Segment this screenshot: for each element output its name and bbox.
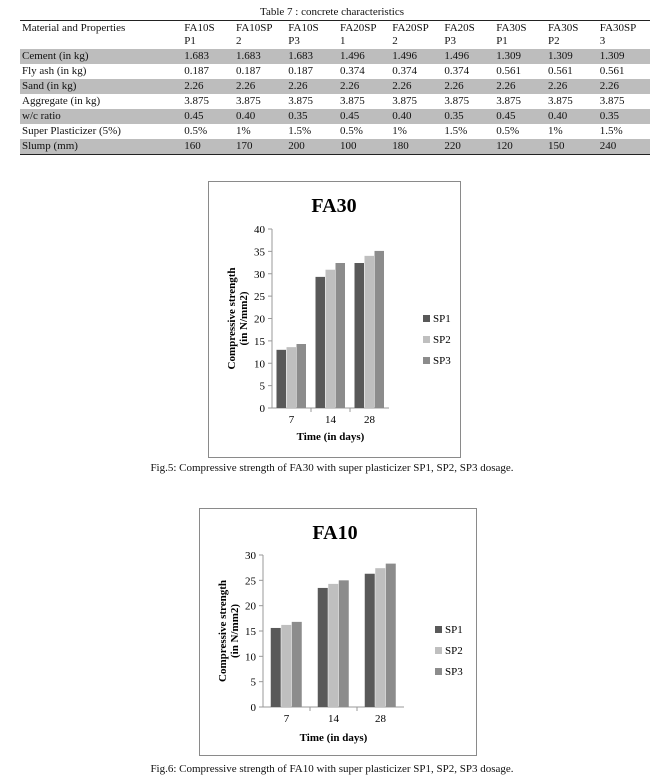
table-cell: 0.374 — [444, 65, 470, 77]
table-cell: 0.45 — [184, 110, 204, 122]
bar-sp3-day-28 — [375, 251, 385, 408]
y-tick-label: 0 — [250, 702, 256, 714]
y-axis-title-line: (in N/mm2) — [229, 603, 241, 659]
table-cell: 1.496 — [392, 50, 417, 62]
table-cell: 1.309 — [599, 50, 625, 62]
table-cell: 0.5% — [340, 125, 363, 137]
bar-sp1-day-7 — [271, 628, 281, 707]
table-cell: 2.26 — [184, 80, 204, 92]
table-cell: 1.5% — [599, 125, 623, 137]
bar-sp1-day-14 — [318, 588, 328, 707]
table-cell: 120 — [496, 140, 513, 152]
table-cell: 3.875 — [288, 95, 313, 107]
table-cell: 0.374 — [392, 65, 417, 77]
table-cell: 0.40 — [547, 110, 568, 122]
legend-swatch-sp1 — [423, 315, 430, 322]
table-cell: 0.561 — [599, 65, 625, 77]
y-tick-label: 35 — [254, 246, 265, 259]
x-tick-label: 7 — [288, 414, 295, 426]
header-cell: FA20S P3 — [444, 22, 475, 47]
row-label: Super Plasticizer (5%) — [22, 125, 121, 137]
y-tick-label: 0 — [259, 403, 265, 415]
table-row — [20, 64, 650, 79]
y-axis-title — [226, 268, 250, 370]
table-cell: 2.26 — [444, 80, 464, 92]
y-axis-title-line: Compressive strength — [226, 267, 238, 370]
fig6-chart-frame — [199, 508, 477, 756]
y-tick-label: 20 — [245, 600, 256, 613]
bar-sp3-day-28 — [386, 564, 396, 707]
y-tick-label: 5 — [250, 676, 256, 689]
bar-sp2-day-7 — [281, 625, 291, 707]
bar-sp2-day-7 — [287, 347, 297, 408]
table-cell: 3.875 — [236, 95, 261, 107]
table-cell: 170 — [236, 140, 253, 152]
y-tick-label: 25 — [254, 291, 265, 304]
bar-sp2-day-28 — [375, 568, 385, 707]
legend-label-sp3: SP3 — [445, 666, 463, 678]
bar-sp1-day-7 — [277, 350, 287, 408]
bar-sp2-day-14 — [326, 270, 336, 408]
fa10-bar-chart — [200, 509, 476, 755]
header-cell: FA10S P1 — [184, 22, 215, 47]
table-cell: 200 — [288, 140, 305, 152]
table-cell: 0.35 — [599, 110, 620, 122]
table-cell: 3.875 — [444, 95, 470, 107]
table-cell: 150 — [547, 140, 565, 152]
header-cell: FA30SP 3 — [599, 22, 637, 47]
y-tick-label: 20 — [254, 313, 265, 326]
fig5-caption: Fig.5: Compressive strength of FA30 with super plasticizer SP1, SP2, SP3 dosage. — [150, 462, 514, 474]
table-row — [20, 109, 650, 124]
legend-label-sp2: SP2 — [445, 645, 463, 657]
table-cell: 3.875 — [599, 95, 625, 107]
row-label: Slump (mm) — [22, 140, 78, 152]
table-cell: 2.26 — [236, 80, 256, 92]
table-cell: 1.5% — [444, 125, 468, 137]
table-cell: 0.187 — [236, 65, 261, 77]
table-row — [20, 79, 650, 94]
bar-sp2-day-14 — [328, 584, 338, 707]
table-cell: 3.875 — [392, 95, 417, 107]
table-cell: 0.45 — [496, 110, 516, 122]
table-cell: 2.26 — [340, 80, 360, 92]
table-cell: 0.45 — [340, 110, 360, 122]
table-cell: 1% — [547, 125, 563, 137]
x-tick-label: 14 — [328, 713, 339, 725]
x-axis-title: Time (in days) — [296, 431, 365, 443]
bar-sp3-day-7 — [292, 622, 302, 707]
table-cell: 100 — [340, 140, 357, 152]
table-cell: 2.26 — [496, 80, 516, 92]
table-cell: 0.5% — [184, 125, 208, 137]
y-tick-label: 30 — [245, 550, 256, 562]
chart-title: FA30 — [311, 195, 357, 217]
header-cell: FA10S P3 — [288, 22, 319, 47]
y-tick-label: 5 — [259, 380, 265, 393]
y-axis-title-line: (in N/mm2) — [238, 291, 250, 346]
table-cell: 240 — [599, 140, 617, 152]
table-row — [20, 49, 650, 64]
table-cell: 3.875 — [496, 95, 521, 107]
table-row — [20, 124, 650, 139]
fig5-chart-frame — [208, 181, 461, 458]
header-cell: FA10SP 2 — [236, 22, 273, 47]
header-cell: FA20SP 1 — [340, 22, 377, 47]
bar-sp1-day-14 — [316, 277, 326, 408]
table-cell: 1.309 — [496, 50, 521, 62]
table-cell: 1.683 — [236, 50, 261, 62]
table-cell: 1.309 — [547, 50, 573, 62]
y-axis-title-line: Compressive strength — [217, 580, 229, 682]
bar-sp3-day-14 — [336, 263, 346, 408]
fa30-bar-chart — [209, 182, 460, 457]
bar-sp1-day-28 — [355, 263, 365, 408]
table-cell: 0.35 — [444, 110, 464, 122]
legend-swatch-sp1 — [435, 626, 442, 633]
table-cell: 1.496 — [444, 50, 470, 62]
table-cell: 0.561 — [547, 65, 573, 77]
row-label: w/c ratio — [22, 110, 61, 122]
x-tick-label: 28 — [375, 713, 386, 725]
table-header-row — [20, 21, 650, 50]
table-cell: 1.496 — [340, 50, 365, 62]
concrete-characteristics-table — [20, 20, 650, 155]
fig6-caption: Fig.6: Compressive strength of FA10 with super plasticizer SP1, SP2, SP3 dosage. — [150, 763, 514, 775]
y-tick-label: 25 — [245, 575, 256, 588]
x-tick-label: 7 — [283, 713, 290, 725]
y-axis-title — [217, 580, 241, 682]
y-tick-label: 10 — [245, 651, 256, 664]
y-tick-label: 15 — [254, 335, 265, 348]
table-cell: 1.5% — [288, 125, 312, 137]
table-cell: 3.875 — [547, 95, 573, 107]
table-cell: 0.5% — [496, 125, 520, 137]
table-cell: 1.683 — [288, 50, 313, 62]
legend-swatch-sp3 — [435, 668, 442, 675]
legend-swatch-sp3 — [423, 357, 430, 364]
table-cell: 0.374 — [340, 65, 365, 77]
table-cell: 0.35 — [288, 110, 308, 122]
chart-title: FA10 — [312, 522, 358, 544]
table-cell: 3.875 — [184, 95, 209, 107]
row-label: Aggregate (in kg) — [22, 95, 101, 107]
x-tick-label: 14 — [325, 414, 336, 426]
table-cell: 160 — [184, 140, 201, 152]
header-cell: FA30S P2 — [547, 22, 579, 47]
table-cell: 0.40 — [392, 110, 412, 122]
table-row — [20, 139, 650, 155]
legend-label-sp1: SP1 — [445, 624, 463, 636]
table-cell: 220 — [444, 140, 461, 152]
legend-swatch-sp2 — [435, 647, 442, 654]
table-cell: 2.26 — [599, 80, 620, 92]
table-cell: 0.187 — [184, 65, 209, 77]
bar-sp3-day-7 — [297, 344, 307, 408]
bar-sp1-day-28 — [365, 574, 375, 707]
header-cell: FA30S P1 — [496, 22, 527, 47]
table-row — [20, 94, 650, 109]
y-tick-label: 30 — [254, 268, 265, 281]
table-cell: 0.187 — [288, 65, 313, 77]
table-cell: 2.26 — [288, 80, 308, 92]
table-cell: 0.561 — [496, 65, 521, 77]
y-tick-label: 10 — [254, 358, 265, 371]
table-cell: 2.26 — [392, 80, 412, 92]
table-cell: 2.26 — [547, 80, 568, 92]
legend-label-sp1: SP1 — [433, 313, 451, 325]
legend-label-sp2: SP2 — [433, 334, 451, 346]
table-body — [20, 49, 650, 155]
y-tick-label: 15 — [245, 626, 256, 638]
row-label: Fly ash (in kg) — [22, 65, 87, 77]
table-cell: 180 — [392, 140, 409, 152]
table-cell: 3.875 — [340, 95, 365, 107]
header-cell: Material and Properties — [22, 22, 126, 34]
legend-swatch-sp2 — [423, 336, 430, 343]
table-caption: Table 7 : concrete characteristics — [260, 6, 404, 18]
bar-sp2-day-28 — [365, 256, 375, 408]
legend-label-sp3: SP3 — [433, 355, 451, 367]
table-cell: 1% — [236, 125, 251, 137]
y-tick-label: 40 — [254, 224, 265, 236]
table-cell: 0.40 — [236, 110, 256, 122]
table-cell: 1.683 — [184, 50, 209, 62]
x-tick-label: 28 — [364, 414, 375, 426]
x-axis-title: Time (in days) — [299, 732, 368, 744]
table-cell: 1% — [392, 125, 407, 137]
header-cell: FA20SP 2 — [392, 22, 429, 47]
row-label: Cement (in kg) — [22, 50, 89, 62]
row-label: Sand (in kg) — [22, 80, 77, 92]
bar-sp3-day-14 — [339, 580, 349, 707]
